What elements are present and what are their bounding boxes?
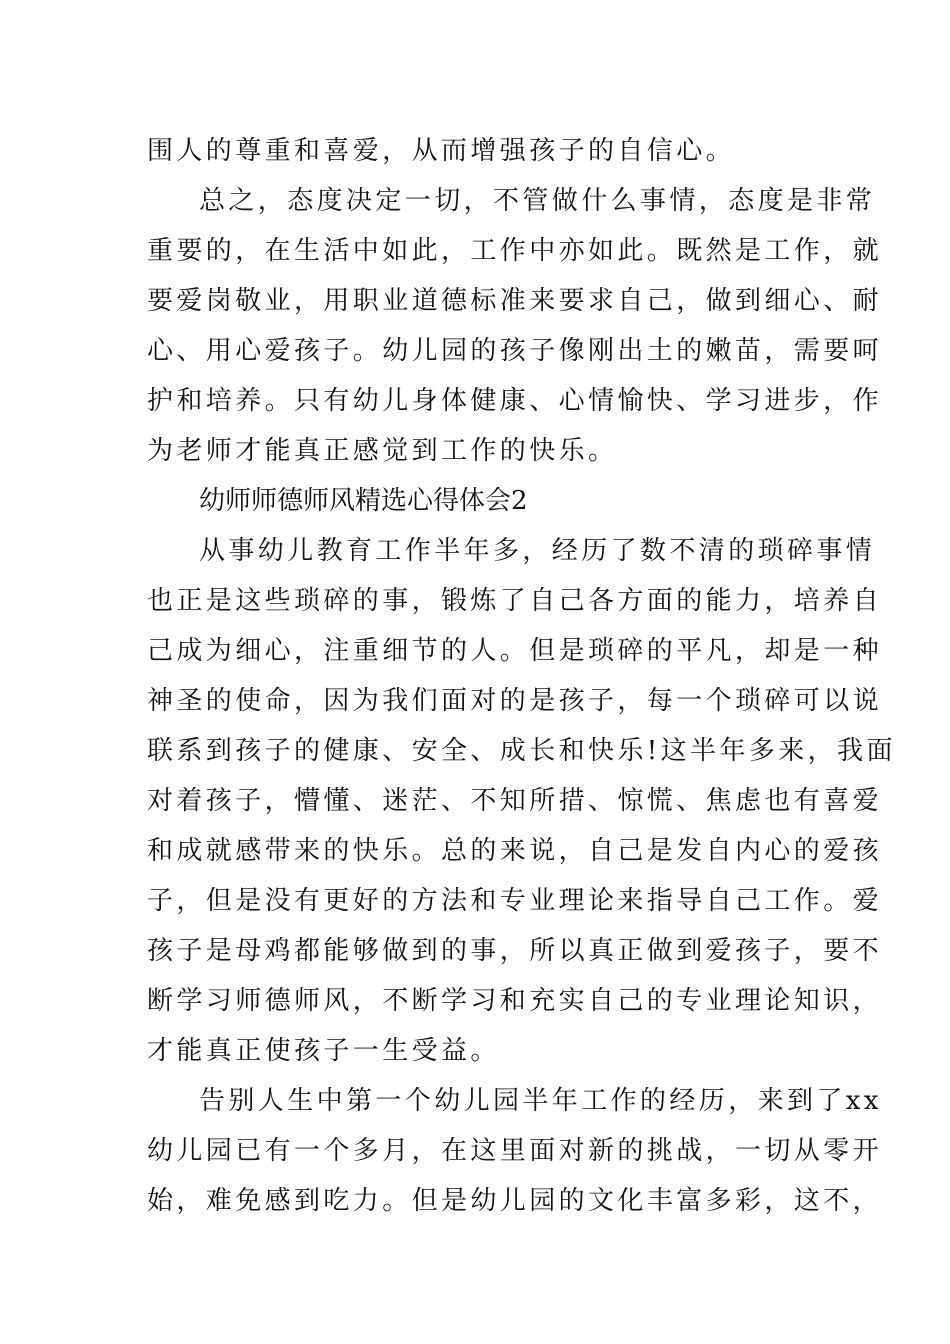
text-line: 总之，态度决定一切，不管做什么事情，态度是非常: [199, 186, 876, 216]
text-line: 幼儿园已有一个多月，在这里面对新的挑战，一切从零开: [147, 1136, 883, 1166]
text-line: 断学习师德师风，不断学习和充实自己的专业理论知识，: [147, 986, 883, 1016]
text-line: 要爱岗敬业，用职业道德标准来要求自己，做到细心、耐: [147, 286, 883, 316]
text-line: 联系到孩子的健康、安全、成长和快乐!这半年多来，我面: [147, 736, 896, 766]
text-line: 心、用心爱孩子。幼儿园的孩子像刚出土的嫩苗，需要呵: [147, 336, 883, 366]
text-line: 告别人生中第一个幼儿园半年工作的经历，来到了xx: [199, 1086, 882, 1116]
text-line: 始，难免感到吃力。但是幼儿园的文化丰富多彩，这不，: [147, 1186, 883, 1216]
text-line: 从事幼儿教育工作半年多，经历了数不清的琐碎事情: [199, 536, 876, 566]
text-line: 也正是这些琐碎的事，锻炼了自己各方面的能力，培养自: [147, 586, 883, 616]
section-heading: 幼师师德师风精选心得体会2: [199, 486, 528, 516]
text-line: 己成为细心，注重细节的人。但是琐碎的平凡，却是一种: [147, 636, 883, 666]
text-line: 重要的，在生活中如此，工作中亦如此。既然是工作，就: [147, 236, 883, 266]
text-line: 子，但是没有更好的方法和专业理论来指导自己工作。爱: [147, 886, 883, 916]
text-line: 对着孩子，懵懂、迷茫、不知所措、惊慌、焦虑也有喜爱: [147, 786, 883, 816]
text-line: 才能真正使孩子一生受益。: [147, 1036, 500, 1066]
text-line: 围人的尊重和喜爱，从而增强孩子的自信心。: [147, 136, 736, 166]
text-line: 孩子是母鸡都能够做到的事，所以真正做到爱孩子，要不: [147, 936, 883, 966]
text-line: 和成就感带来的快乐。总的来说，自己是发自内心的爱孩: [147, 836, 883, 866]
text-line: 为老师才能真正感觉到工作的快乐。: [147, 436, 618, 466]
text-line: 护和培养。只有幼儿身体健康、心情愉快、学习进步，作: [147, 386, 883, 416]
text-line: 神圣的使命，因为我们面对的是孩子，每一个琐碎可以说: [147, 686, 883, 716]
